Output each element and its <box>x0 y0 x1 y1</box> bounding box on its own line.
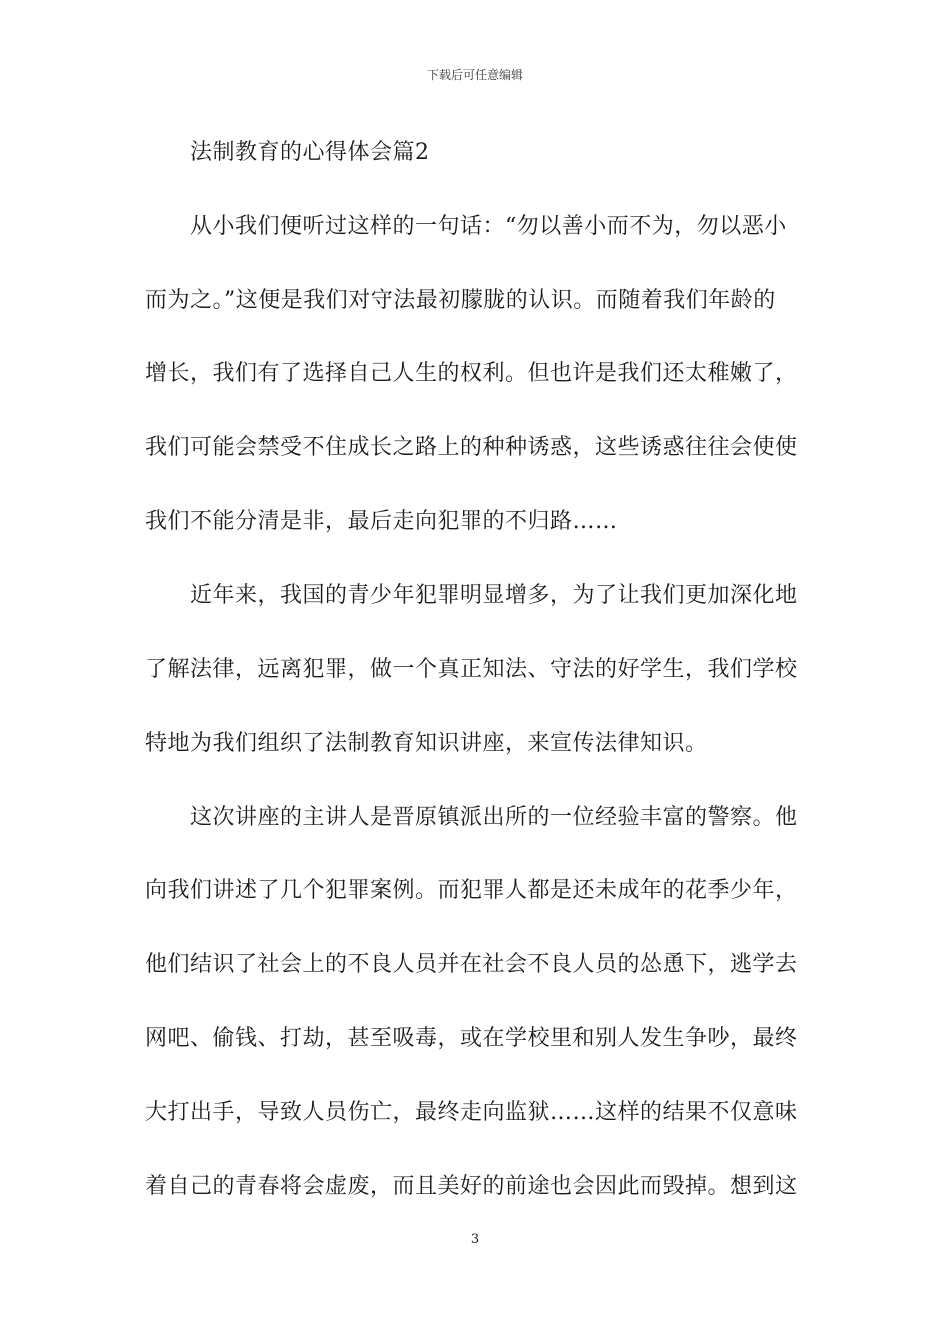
paragraph-3-line-6: 着自己的青春将会虚废，而且美好的前途也会因此而毁掉。想到这 <box>145 1174 798 1199</box>
paragraph-3-line-3: 他们结识了社会上的不良人员并在社会不良人员的怂恿下，逃学去 <box>145 952 798 977</box>
paragraph-3-line-2: 向我们讲述了几个犯罪案例。而犯罪人都是还未成年的花季少年， <box>145 878 798 903</box>
paragraph-2-line-1: 近年来，我国的青少年犯罪明显增多，为了让我们更加深化地 <box>190 583 798 608</box>
paragraph-3-line-5: 大打出手，导致人员伤亡，最终走向监狱……这样的结果不仅意味 <box>145 1100 798 1125</box>
header-note: 下载后可任意编辑 <box>426 68 523 82</box>
paragraph-2-line-3: 特地为我们组织了法制教育知识讲座，来宣传法律知识。 <box>145 731 708 756</box>
paragraph-1-line-3: 增长，我们有了选择自己人生的权利。但也许是我们还太稚嫩了， <box>145 361 798 386</box>
paragraph-1-line-5: 我们不能分清是非，最后走向犯罪的不归路…… <box>145 509 618 534</box>
paragraph-2-line-2: 了解法律，远离犯罪，做一个真正知法、守法的好学生，我们学校 <box>145 657 798 682</box>
page-number: 3 <box>470 1232 480 1247</box>
paragraph-3-line-1: 这次讲座的主讲人是晋原镇派出所的一位经验丰富的警察。他 <box>190 805 798 830</box>
paragraph-3-line-4: 网吧、偷钱、打劫，甚至吸毒，或在学校里和别人发生争吵，最终 <box>145 1026 798 1051</box>
paragraph-1-line-2: 而为之。”这便是我们对守法最初朦胧的认识。而随着我们年龄的 <box>145 288 776 313</box>
paragraph-1-line-4: 我们可能会禁受不住成长之路上的种种诱惑，这些诱惑往往会使使 <box>145 435 798 460</box>
document-title: 法制教育的心得体会篇2 <box>190 140 430 165</box>
paragraph-1-line-1: 从小我们便听过这样的一句话：“勿以善小而不为，勿以恶小 <box>190 214 787 239</box>
